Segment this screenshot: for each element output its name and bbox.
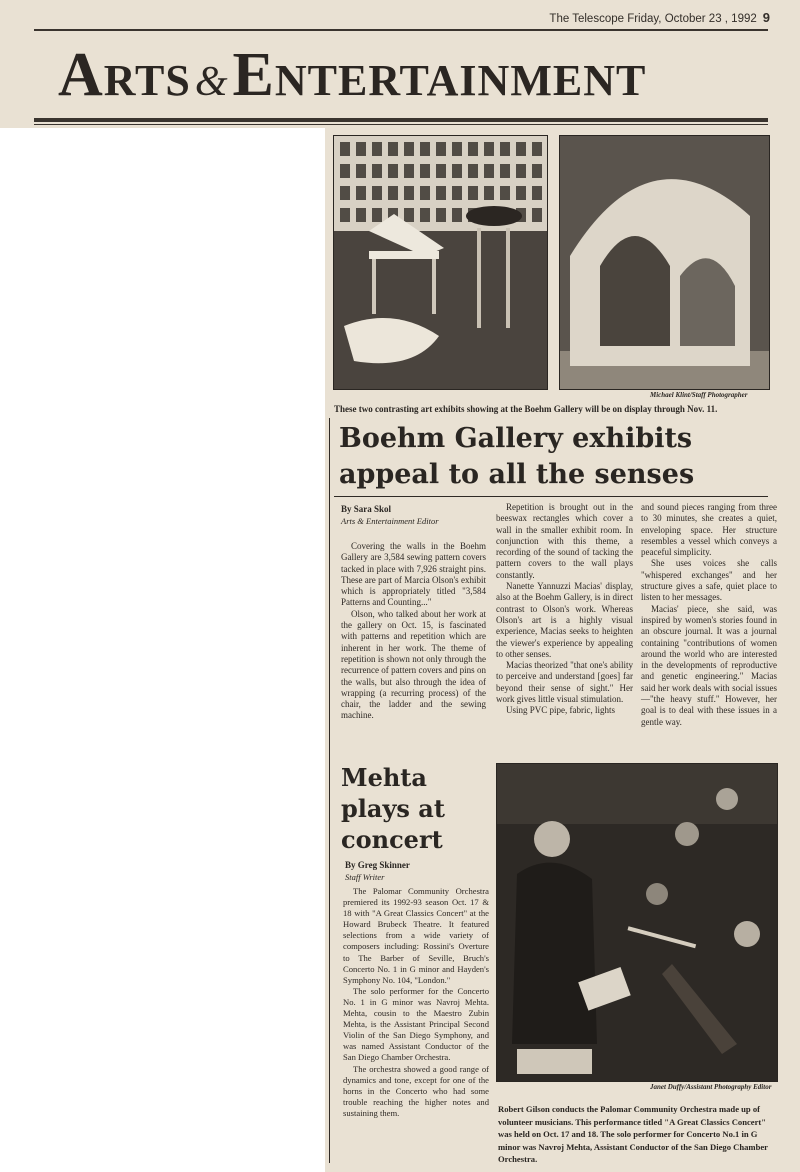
paragraph: Covering the walls in the Boehm Gallery are 3,584 sewing pattern covers tacked in place with 7,926 straight pins. These are part of Marcia Olson's exhibit which is appropriately titled "3,584 Patterns and Counting..." <box>341 541 486 608</box>
paragraph: She uses voices she calls "whispered exchanges" and her structure gives a safe, quiet place to listen to her messages. <box>641 558 777 603</box>
paragraph: Macias theorized "that one's ability to perceive and understand [goes] far beyond their sense of sight." Her work gives little visual stimulation. <box>496 660 633 705</box>
headline-line: concert <box>341 825 443 854</box>
paragraph: and sound pieces ranging from three to 30 minutes, she creates a quiet, enveloping space. Her structure resembles a vessel which conveys a peaceful simplicity. <box>641 502 777 558</box>
article-headline: Boehm Gallery exhibits appeal to all the senses <box>339 423 695 490</box>
photo-credit: Michael Klint/Staff Photographer <box>650 391 748 399</box>
paragraph: Nanette Yannuzzi Macias' display, also at the Boehm Gallery, is in direct contrast to Olson's work. Whereas Olson's art is a highly visual experience, Macias seeks to heighten the viewer's experience by appealing to other senses. <box>496 581 633 659</box>
headline-line: plays at <box>341 794 445 823</box>
paragraph: Repetition is brought out in the beeswax rectangles which cover a wall in the smaller exhibit room. In conjunction with this theme, a recording of the sound of tacking the pattern covers to the wall plays constantly. <box>496 502 633 580</box>
paragraph: The Palomar Community Orchestra premiered its 1992-93 season Oct. 17 & 18 with "A Great Classics Concert" at the Howard Brubeck Theatre. It featured selections from a wide variety of composers including: Rossini's Overture to The Barber of Seville, Bruch's Concerto No. 1 in G minor and Hayden's Symphony No. 104, "London." <box>343 886 489 985</box>
article-column-2 <box>496 502 633 717</box>
section-rule-thin <box>34 124 768 125</box>
section-letter: A <box>58 41 104 109</box>
article2-column <box>343 886 489 1119</box>
headline-rule <box>334 496 768 497</box>
article-column-3 <box>641 502 777 728</box>
article2-byline: By Greg Skinner <box>345 860 410 870</box>
gallery-photo-vessel <box>559 135 770 390</box>
column-rule <box>329 418 330 1163</box>
article2-byline-title: Staff Writer <box>345 872 385 882</box>
section-letter: E <box>232 41 275 109</box>
photo2-credit: Janet Duffy/Assistant Photography Editor <box>650 1083 772 1091</box>
blank-region <box>0 128 325 1172</box>
article-column-1 <box>341 541 486 722</box>
gallery-photo-patterns <box>333 135 548 390</box>
article-byline-title: Arts & Entertainment Editor <box>341 516 439 526</box>
article-byline: By Sara Skol <box>341 504 392 514</box>
orchestra-photo <box>496 763 778 1082</box>
paragraph: The solo performer for the Concerto No. 1 in G minor was Navroj Mehta. Mehta, cousin to the Maestro Zubin Mehta, is the Assistant Principal Second Violin of the San Diego Symphony, and was named Assistant Conductor of the San Diego Chamber Orchestra. <box>343 985 489 1063</box>
article2-headline <box>341 762 491 855</box>
section-word: RTS <box>103 56 191 105</box>
paragraph: Olson, who talked about her work at the gallery on Oct. 15, is fascinated with patterns and repetition which are inherent in her work. The theme of repetition is shown not only through the recurrence of pattern covers and pins on the walls, but also through the idea of wrapping (a recurring process) of the chair, the ladder and the sewing machine. <box>341 608 486 721</box>
section-word: NTERTAINMENT <box>274 56 647 105</box>
headline-line: Mehta <box>341 763 427 792</box>
header-text: The Telescope Friday, October 23 , 1992 <box>549 13 757 25</box>
photo-caption: These two contrasting art exhibits showing at the Boehm Gallery will be on display through Nov. 11. <box>334 404 718 414</box>
header-rule <box>34 29 768 31</box>
section-title <box>58 40 758 110</box>
page-number: 9 <box>762 10 770 25</box>
paragraph: The orchestra showed a good range of dynamics and tone, except for one of the horns in the Concerto who had some trouble reaching the higher notes and sustaining them. <box>343 1063 489 1118</box>
paragraph: Macias' piece, she said, was inspired by women's stories found in an obscure journal. It was a journal containing "contributions of women around the world who are interested in the developments of reproductive and genetic engineering." Macias said her work deals with social issues—"the heavy stuff." However, her goal is to deal with these issues in a gentle way. <box>641 603 777 727</box>
section-ampersand: & <box>194 59 229 105</box>
photo2-caption: Robert Gilson conducts the Palomar Community Orchestra made up of volunteer musicians. This performance titled "A Great Classics Concert" was held on Oct. 17 and 18. The solo performer for Concerto No.1 in G minor was Navroj Mehta, Assistant Conductor of the San Diego Chamber Orchestra. <box>498 1104 768 1164</box>
section-rule <box>34 118 768 122</box>
paragraph: Using PVC pipe, fabric, lights <box>506 705 615 716</box>
page-header <box>0 10 770 25</box>
